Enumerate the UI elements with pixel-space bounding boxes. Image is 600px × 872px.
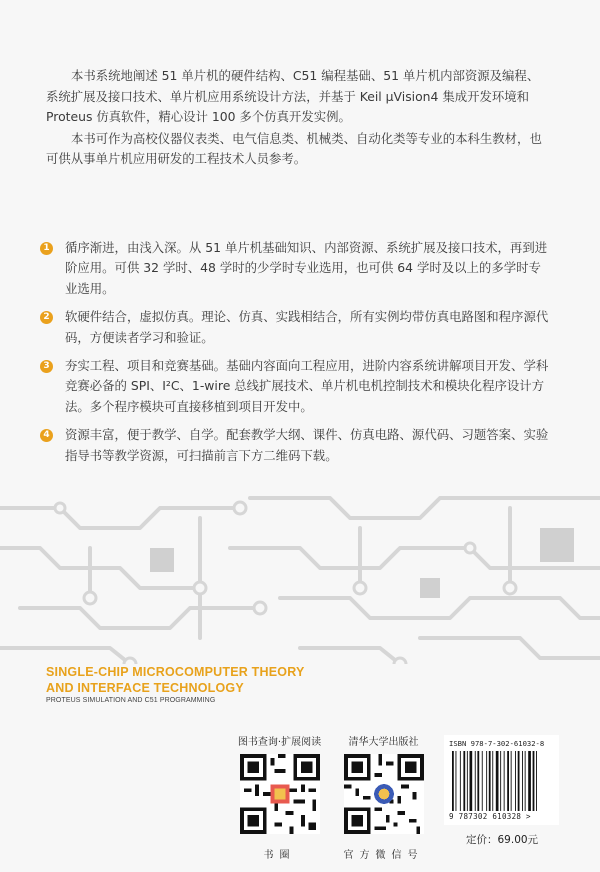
book-description [46, 66, 544, 170]
qr-code-icon [240, 754, 320, 834]
description-paragraph-2: 本书可作为高校仪器仪表类、电气信息类、机械类、自动化类等专业的本科生教材，也可供从事单片机应用研发的工程技术人员参考。 [46, 130, 542, 167]
number-badge-icon: 3 [40, 360, 53, 373]
english-title-line-1: SINGLE-CHIP MICROCOMPUTER THEORY [46, 665, 305, 679]
feature-item [40, 238, 550, 299]
qr-right-title: 清华大学出版社 [348, 737, 419, 748]
qr-right-block [336, 733, 431, 861]
feature-item [40, 356, 550, 417]
isbn-digits: 9 787302 610328 > [449, 812, 531, 821]
english-subtitle: PROTEUS SIMULATION AND C51 PROGRAMMING [46, 697, 216, 704]
english-title-line-2: AND INTERFACE TECHNOLOGY [46, 681, 244, 695]
description-paragraph-1: 本书系统地阐述 51 单片机的硬件结构、C51 编程基础、51 单片机内部资源及编程、系统扩展及接口技术、单片机应用系统设计方法，并基于 Keil μVision4 集成开发环境和 Proteus 仿真软件，精心设计 100 多个仿真开发实例。 [46, 68, 540, 125]
number-badge-icon: 1 [40, 242, 53, 255]
feature-item [40, 307, 550, 348]
feature-item [40, 425, 550, 466]
circuit-board-decoration [0, 488, 600, 664]
english-title [46, 664, 305, 704]
qr-right-caption: 官方微信号 [343, 850, 424, 861]
feature-text: 软硬件结合，虚拟仿真。理论、仿真、实践相结合，所有实例均带仿真电路图和程序源代码，方便读者学习和验证。 [65, 309, 549, 345]
number-badge-icon: 2 [40, 311, 53, 324]
qr-left-title: 图书查询·扩展阅读 [237, 737, 322, 748]
feature-text: 夯实工程、项目和竞赛基础。基础内容面向工程应用，进阶内容系统讲解项目开发、学科竞赛必备的 SPI、I²C、1-wire 总线扩展技术、单片机电机控制技术和模块化程序设计方法。多个程序模块可直接移植到项目开发中。 [65, 358, 549, 414]
number-badge-icon: 4 [40, 429, 53, 442]
feature-text: 循序渐进，由浅入深。从 51 单片机基础知识、内部资源、系统扩展及接口技术，再到进阶应用。可供 32 学时、48 学时的少学时专业选用，也可供 64 学时及以上的多学时专业选用。 [65, 240, 548, 296]
qr-code-icon [344, 754, 424, 834]
qr-left-caption: 书圈 [263, 850, 296, 861]
isbn-text: ISBN 978-7-302-61032-8 [449, 739, 545, 748]
qr-left-block [232, 733, 327, 861]
feature-list [40, 238, 550, 474]
price-label: 定价：69.00元 [466, 834, 539, 846]
feature-text: 资源丰富，便于教学、自学。配套教学大纲、课件、仿真电路、源代码、习题答案、实验指导书等教学资源，可扫描前言下方二维码下载。 [65, 427, 549, 463]
